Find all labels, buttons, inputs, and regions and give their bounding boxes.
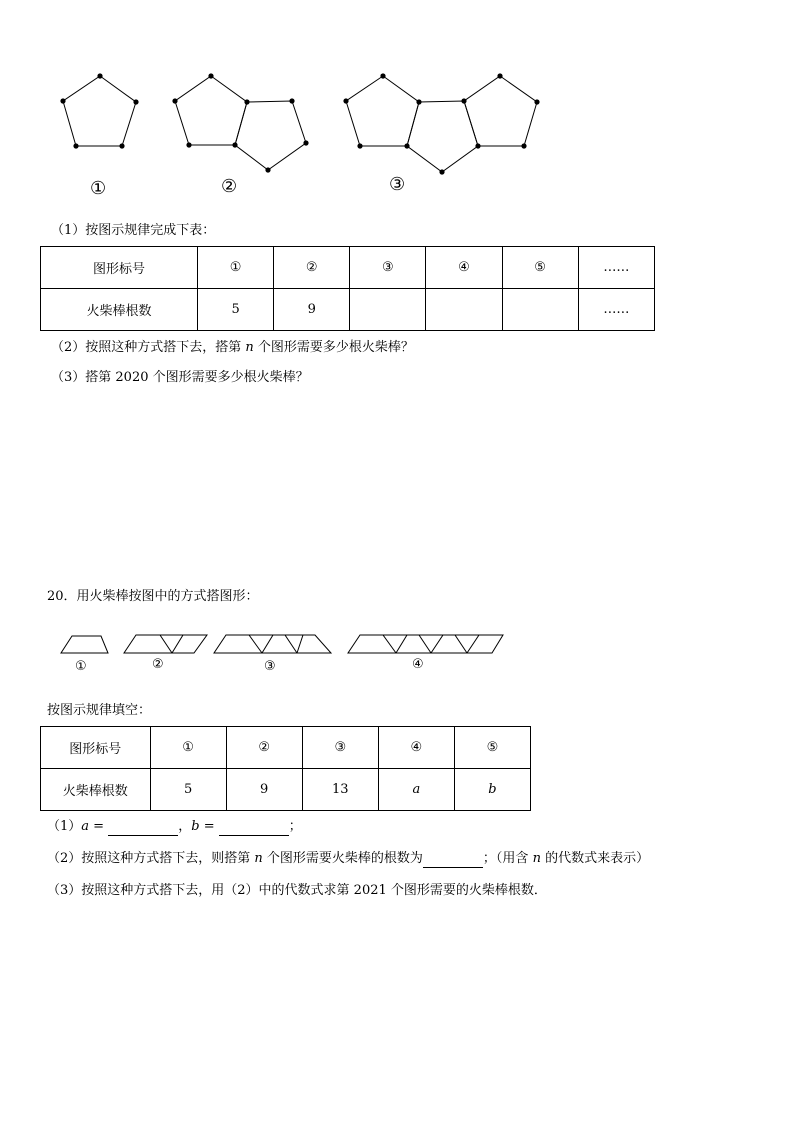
q20-part2: （2）按照这种方式搭下去，则搭第 n 个图形需要火柴棒的根数为 ；（用含 n 的代数式来表示）: [47, 851, 650, 866]
table-header-cell: ①: [198, 247, 274, 289]
table-cell: 9: [274, 289, 350, 331]
trapezoid-figures: [0, 625, 794, 665]
table-header-cell: ③: [302, 727, 378, 769]
pentagon-2b: [235, 101, 306, 170]
q20-part3: （3）按照这种方式搭下去，用（2）中的代数式求第 2021 个图形需要的火柴棒根数．: [47, 883, 547, 898]
table-cell-var-b: b: [454, 769, 530, 811]
figure-label-3: ③: [389, 174, 406, 195]
answer-blank-a[interactable]: [108, 822, 178, 836]
q20-title: 20．用火柴棒按图中的方式搭图形：: [47, 589, 259, 604]
table-header-cell: ③: [350, 247, 426, 289]
figure-label-1: ①: [90, 178, 107, 199]
table-cell-empty[interactable]: [502, 289, 578, 331]
table-header-cell: ②: [226, 727, 302, 769]
answer-blank-n[interactable]: [423, 854, 483, 868]
table-cell: 火柴棒根数: [41, 289, 198, 331]
table-cell: 9: [226, 769, 302, 811]
answer-blank-b[interactable]: [219, 822, 289, 836]
q20-part1: （1）a = ，b = ；: [47, 819, 302, 834]
q19-part1: （1）按图示规律完成下表：: [51, 223, 216, 238]
table-header-cell: 图形标号: [41, 247, 198, 289]
pentagon-3a: [346, 76, 419, 146]
table-cell: ……: [578, 289, 654, 331]
table-header-cell: ⑤: [502, 247, 578, 289]
table-cell: 火柴棒根数: [41, 769, 151, 811]
table-cell: 5: [150, 769, 226, 811]
q20-table: [40, 726, 531, 811]
table-header-cell: ⑤: [454, 727, 530, 769]
q19-table: [40, 246, 655, 331]
q19-part2: （2）按照这种方式搭下去，搭第 n 个图形需要多少根火柴棒？: [51, 340, 414, 355]
table-cell-empty[interactable]: [426, 289, 502, 331]
pentagon-figures: [0, 0, 794, 180]
table-cell-var-a: a: [378, 769, 454, 811]
table-cell-empty[interactable]: [350, 289, 426, 331]
pentagon-1: [63, 76, 136, 146]
q20-intro: 按图示规律填空：: [47, 703, 152, 718]
figure-label-3: ③: [264, 659, 276, 674]
table-header-cell: ④: [378, 727, 454, 769]
table-header-cell: 图形标号: [41, 727, 151, 769]
pentagon-2a: [175, 76, 247, 145]
figure-label-1: ①: [75, 659, 87, 674]
figure-label-2: ②: [152, 657, 164, 672]
table-cell: 5: [198, 289, 274, 331]
table-header-cell: ……: [578, 247, 654, 289]
table-header-cell: ①: [150, 727, 226, 769]
table-cell: 13: [302, 769, 378, 811]
figure-label-2: ②: [221, 176, 238, 197]
figure-label-4: ④: [412, 657, 424, 672]
pentagon-3c: [464, 76, 537, 146]
table-header-cell: ②: [274, 247, 350, 289]
q19-part3: （3）搭第 2020 个图形需要多少根火柴棒？: [51, 370, 309, 385]
table-header-cell: ④: [426, 247, 502, 289]
